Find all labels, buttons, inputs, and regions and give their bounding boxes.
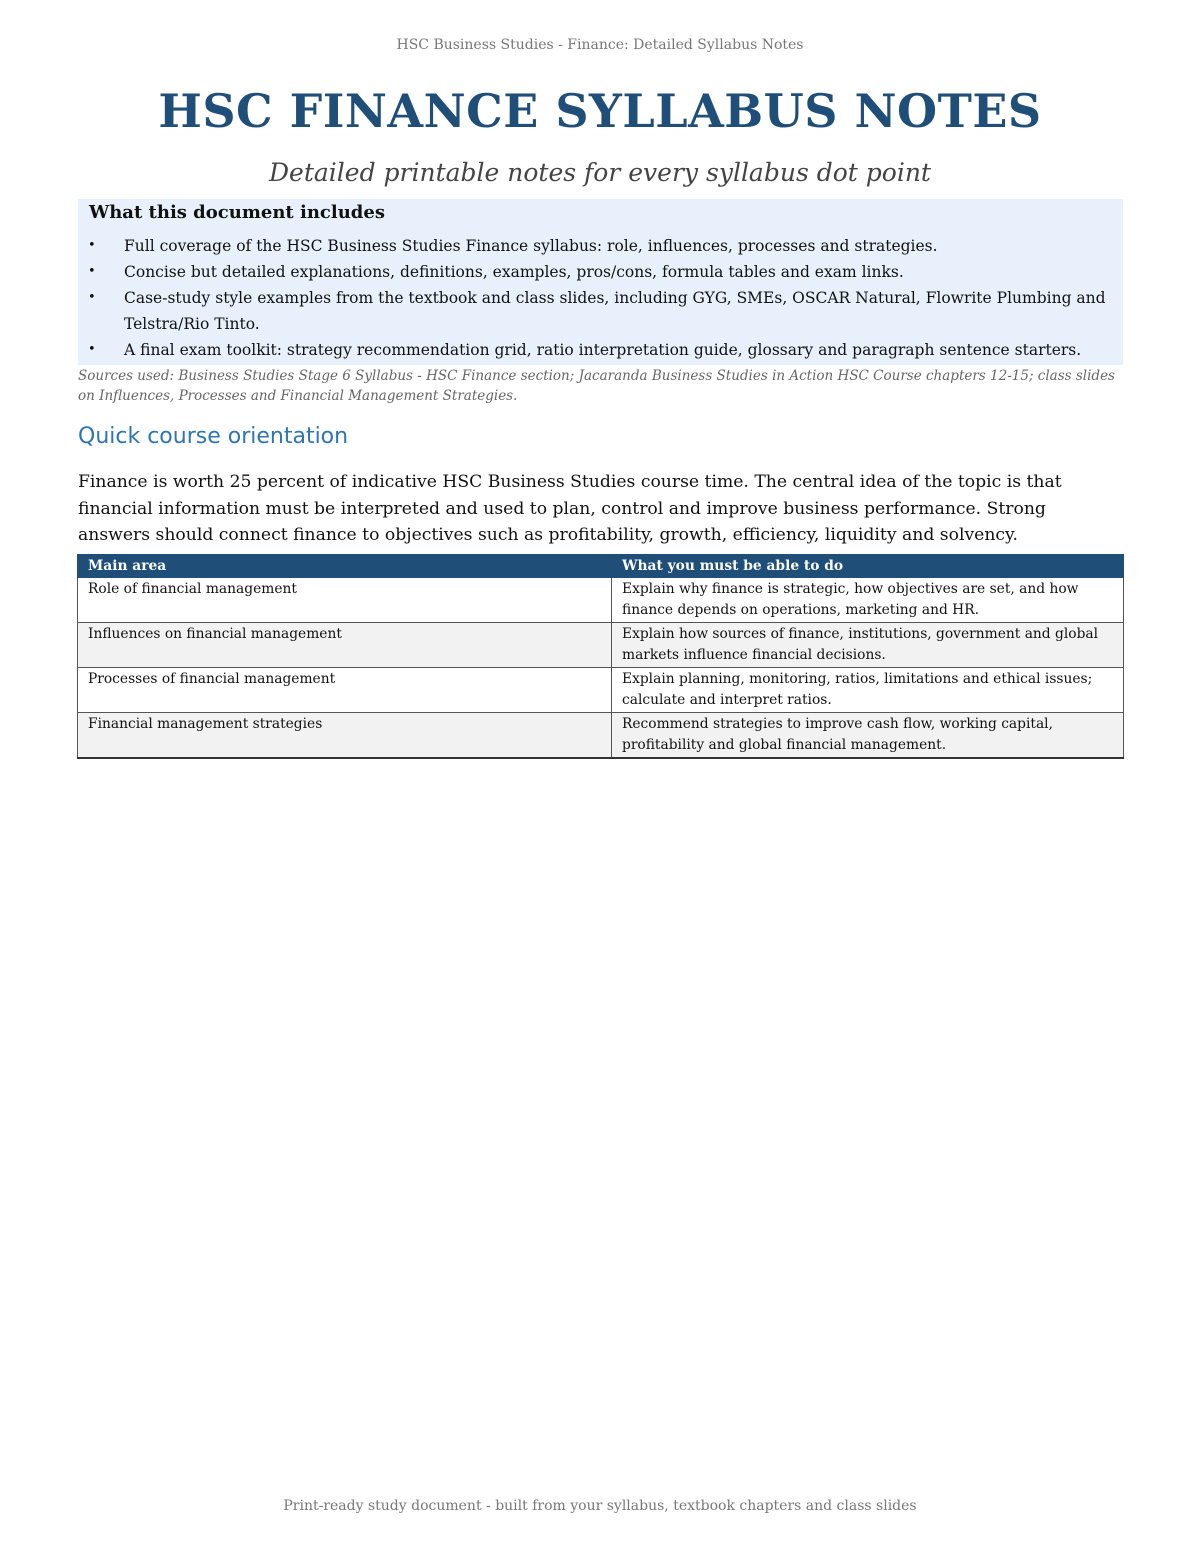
column-header-requirements: What you must be able to do xyxy=(612,555,1124,578)
table-cell-area: Processes of financial management xyxy=(78,668,612,713)
includes-list xyxy=(78,233,1123,363)
includes-list-item xyxy=(78,337,1123,363)
includes-item-text: Case-study style examples from the textbook and class slides, including GYG, SMEs, OSCAR Natural, Flowrite Plumbing and Telstra/Rio Tinto. xyxy=(124,289,1106,333)
table-row xyxy=(78,668,1124,713)
includes-list-item xyxy=(78,259,1123,285)
section-heading-orientation: Quick course orientation xyxy=(78,424,349,449)
includes-callout-box xyxy=(78,199,1123,365)
bullet-icon: • xyxy=(88,238,96,253)
table-cell-requirement: Explain why finance is strategic, how objectives are set, and how finance depends on operations, marketing and HR. xyxy=(612,578,1124,623)
table-cell-area: Influences on financial management xyxy=(78,623,612,668)
table-cell-area: Role of financial management xyxy=(78,578,612,623)
includes-item-text: A final exam toolkit: strategy recommendation grid, ratio interpretation guide, glossary and paragraph sentence starters. xyxy=(124,341,1082,359)
includes-list-item xyxy=(78,285,1123,337)
includes-item-text: Full coverage of the HSC Business Studies Finance syllabus: role, influences, processes and strategies. xyxy=(124,237,938,255)
column-header-main-area: Main area xyxy=(78,555,612,578)
table-row xyxy=(78,623,1124,668)
document-title: HSC FINANCE SYLLABUS NOTES xyxy=(158,84,1042,138)
table-cell-requirement: Explain planning, monitoring, ratios, limitations and ethical issues; calculate and interpret ratios. xyxy=(612,668,1124,713)
running-header: HSC Business Studies - Finance: Detailed Syllabus Notes xyxy=(396,37,804,53)
table-cell-requirement: Recommend strategies to improve cash flow, working capital, profitability and global financial management. xyxy=(612,713,1124,759)
bullet-icon: • xyxy=(88,264,96,279)
includes-item-text: Concise but detailed explanations, definitions, examples, pros/cons, formula tables and exam links. xyxy=(124,263,904,281)
includes-list-item xyxy=(78,233,1123,259)
sources-note: Sources used: Business Studies Stage 6 Syllabus - HSC Finance section; Jacaranda Business Studies in Action HSC Course chapters 12-15; class slides on Influences, Processes and Financial Management Strategies. xyxy=(78,368,1115,404)
table-cell-requirement: Explain how sources of finance, institutions, government and global markets influence financial decisions. xyxy=(612,623,1124,668)
running-footer: Print-ready study document - built from your syllabus, textbook chapters and class slides xyxy=(283,1498,917,1514)
table-header-row xyxy=(78,555,1124,578)
table-row xyxy=(78,713,1124,759)
bullet-icon: • xyxy=(88,290,96,305)
table-cell-area: Financial management strategies xyxy=(78,713,612,759)
orientation-paragraph: Finance is worth 25 percent of indicative HSC Business Studies course time. The central idea of the topic is that financial information must be interpreted and used to plan, control and improve business performance. Strong answers should connect finance to objectives such as profitability, growth, efficiency, liquidity and solvency. xyxy=(78,472,1062,545)
table-row xyxy=(78,578,1124,623)
orientation-table xyxy=(77,554,1124,759)
includes-heading: What this document includes xyxy=(89,202,385,223)
bullet-icon: • xyxy=(88,342,96,357)
document-subtitle: Detailed printable notes for every syllabus dot point xyxy=(269,158,931,187)
